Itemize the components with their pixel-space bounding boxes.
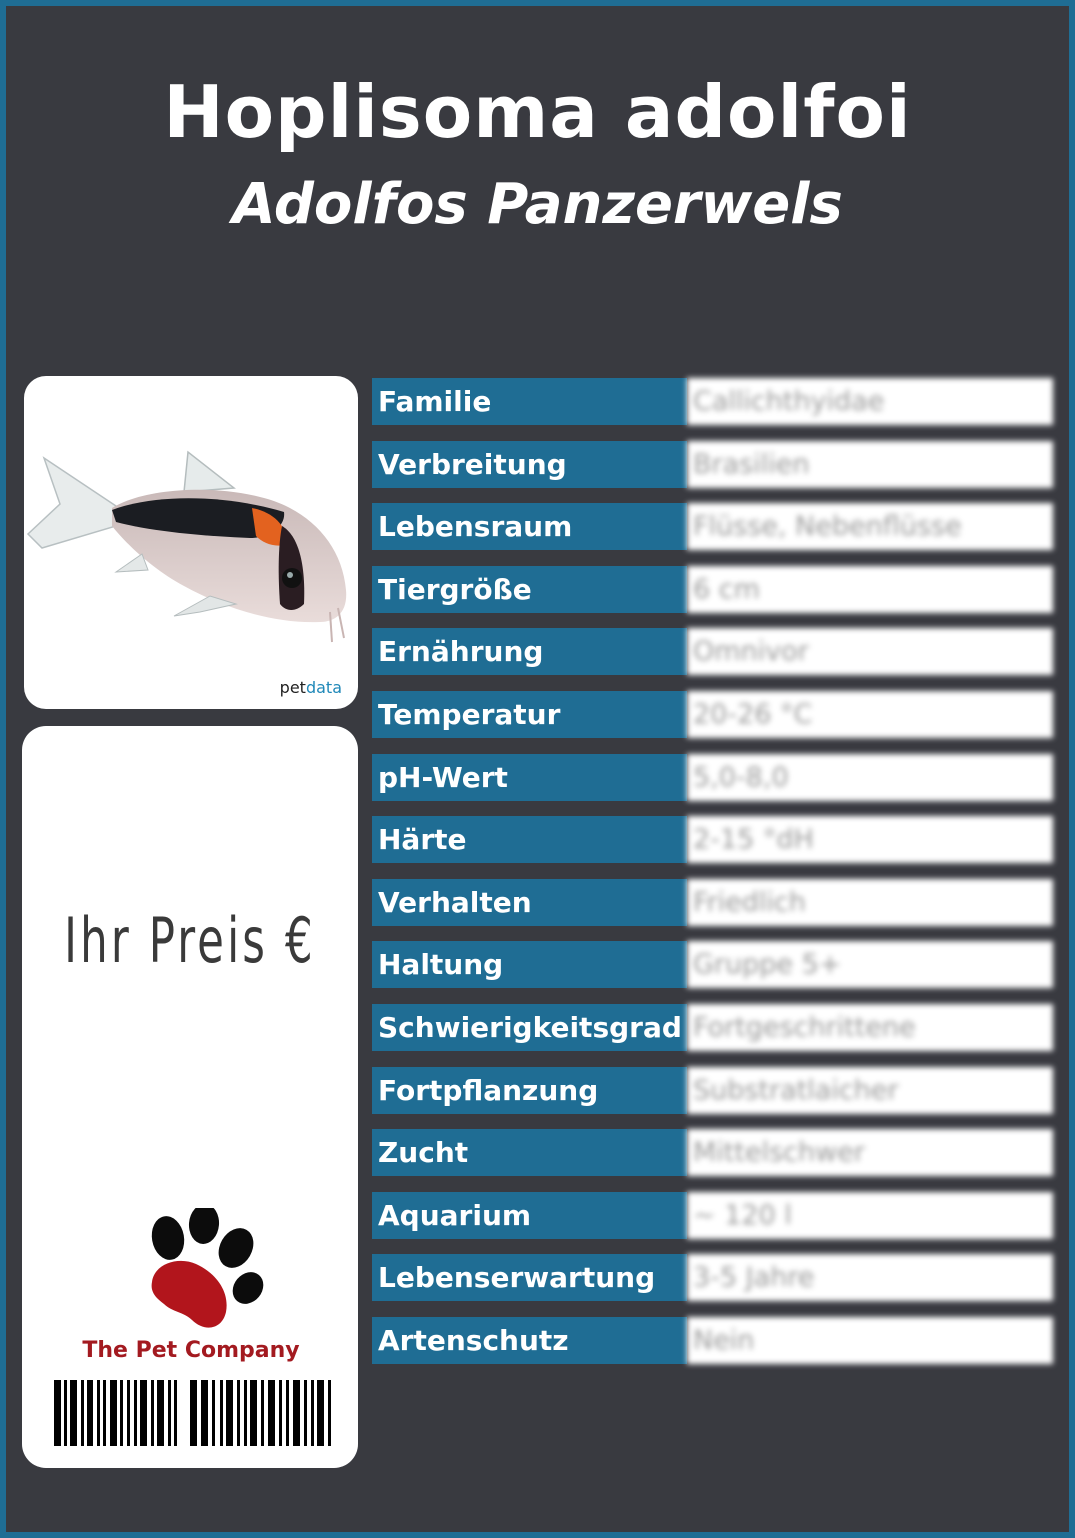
fact-value: Nein — [687, 1317, 1053, 1364]
fact-value: 3-5 Jahre — [687, 1254, 1053, 1301]
fact-row — [372, 691, 1053, 738]
fact-label: Ernährung — [372, 628, 687, 675]
fact-row — [372, 1129, 1053, 1176]
common-name: Adolfos Panzerwels — [232, 172, 843, 237]
fact-value: Brasilien — [687, 441, 1053, 488]
fact-label: Aquarium — [372, 1192, 687, 1239]
fact-row — [372, 1004, 1053, 1051]
fact-value: Flüsse, Nebenflüsse — [687, 503, 1053, 550]
fact-label: Zucht — [372, 1129, 687, 1176]
fact-value: Gruppe 5+ — [687, 941, 1053, 988]
fact-row — [372, 378, 1053, 425]
credit-prefix: pet — [279, 678, 306, 697]
brand-name: The Pet Company — [82, 1338, 300, 1363]
fish-photo-icon — [24, 376, 358, 709]
credit-accent: data — [305, 678, 342, 697]
fact-value: 6 cm — [687, 566, 1053, 613]
fact-label: Lebenserwartung — [372, 1254, 687, 1301]
price-panel — [22, 726, 358, 1468]
fact-value: 5,0-8,0 — [687, 754, 1053, 801]
fact-value: 2-15 °dH — [687, 816, 1053, 863]
fact-label: Artenschutz — [372, 1317, 687, 1364]
fact-row — [372, 754, 1053, 801]
fact-row — [372, 1254, 1053, 1301]
fact-row — [372, 879, 1053, 926]
page-title: Hoplisoma adolfoi — [163, 70, 912, 154]
fact-row — [372, 1192, 1053, 1239]
fact-label: Familie — [372, 378, 687, 425]
fact-value: Mittelschwer — [687, 1129, 1053, 1176]
fact-label: Verbreitung — [372, 441, 687, 488]
fact-row — [372, 628, 1053, 675]
fact-value: 20-26 °C — [687, 691, 1053, 738]
fact-label: Verhalten — [372, 879, 687, 926]
paw-icon — [134, 1208, 264, 1338]
fact-row — [372, 503, 1053, 550]
fact-row — [372, 816, 1053, 863]
fact-label: Schwierigkeitsgrad — [372, 1004, 687, 1051]
fact-row — [372, 1067, 1053, 1114]
price-label: Ihr Preis € — [64, 904, 316, 977]
fact-value: Substratlaicher — [687, 1067, 1053, 1114]
fact-label: Fortpflanzung — [372, 1067, 687, 1114]
fact-row — [372, 941, 1053, 988]
fact-label: Härte — [372, 816, 687, 863]
fact-value: ~ 120 l — [687, 1192, 1053, 1239]
fact-value: Friedlich — [687, 879, 1053, 926]
barcode-icon — [54, 1380, 334, 1446]
fact-value: Fortgeschrittene — [687, 1004, 1053, 1051]
fact-label: Tiergröße — [372, 566, 687, 613]
fact-label: Lebensraum — [372, 503, 687, 550]
fact-label: Haltung — [372, 941, 687, 988]
petdata-credit — [280, 678, 342, 697]
photo-panel — [24, 376, 358, 709]
fact-row — [372, 441, 1053, 488]
fact-value: Omnivor — [687, 628, 1053, 675]
fact-label: Temperatur — [372, 691, 687, 738]
fact-value: Callichthyidae — [687, 378, 1053, 425]
fact-label: pH-Wert — [372, 754, 687, 801]
fact-row — [372, 566, 1053, 613]
fact-row — [372, 1317, 1053, 1364]
